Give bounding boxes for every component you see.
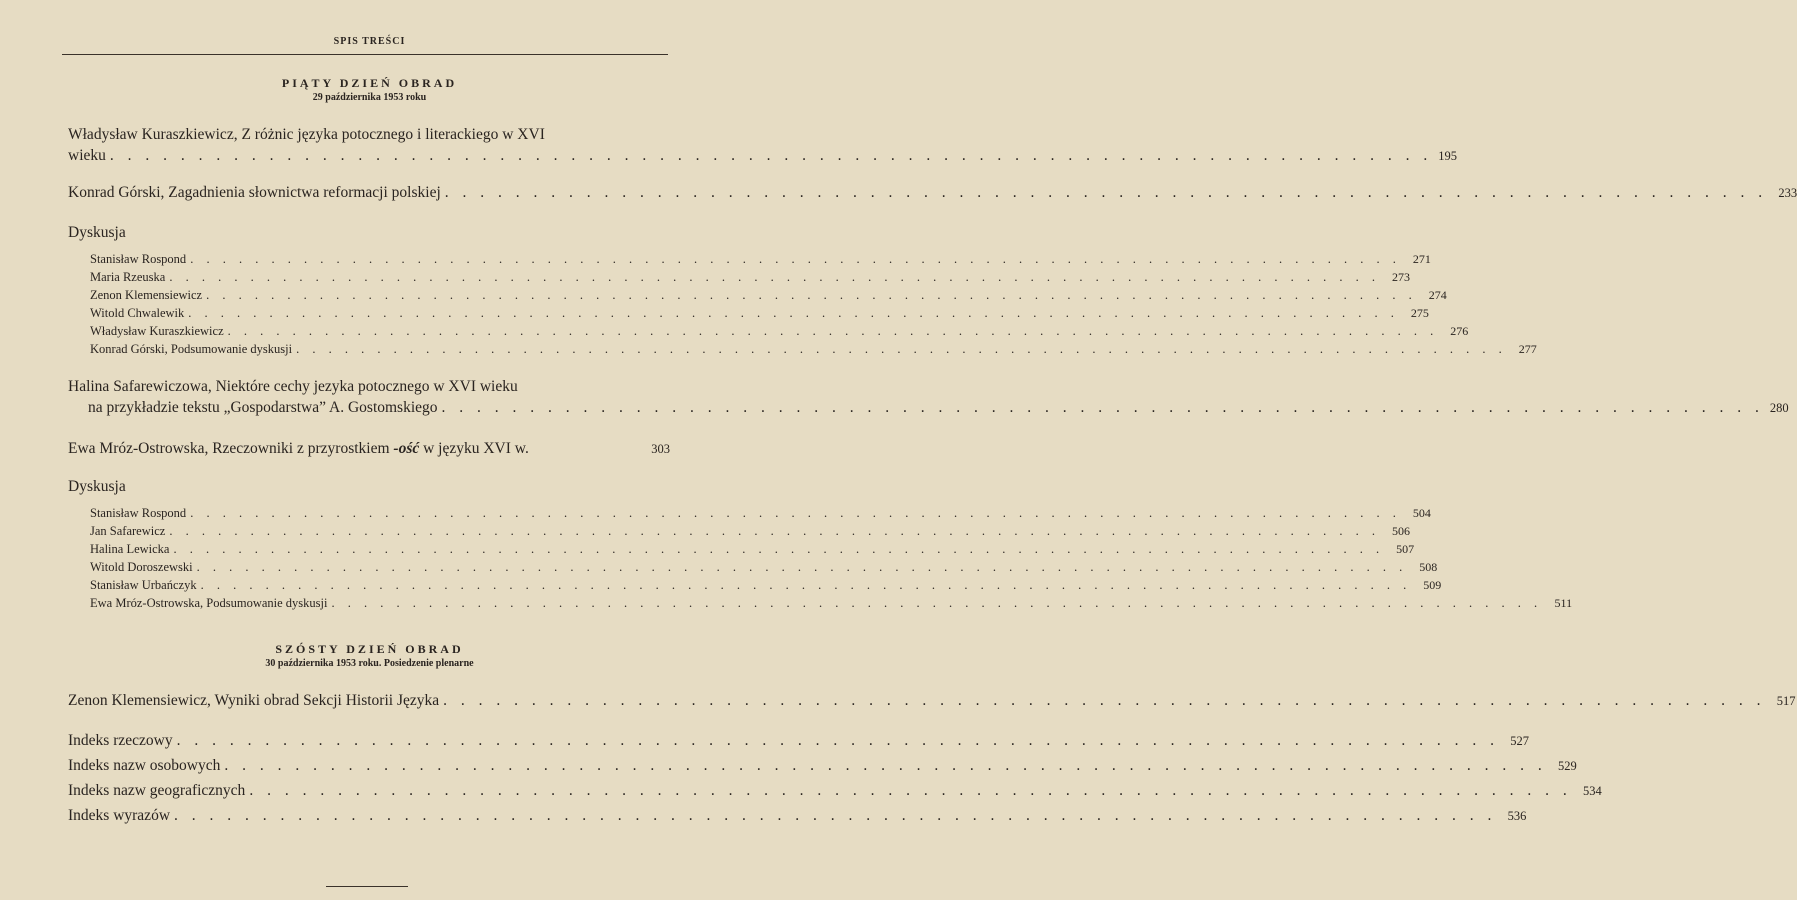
toc-entry-title-line2: na przykładzie tekstu „Gospodarstwa” A. Gostomskiego <box>88 399 438 416</box>
dot-leader: . . . . . . . . . . . . . . . . . . . . . . . . . . . . . . . . . . . . . . . . . . . . . . . . . . . . . . . . . . . . . . . . . . . . . . . . . . . <box>296 342 1507 356</box>
discussion-entry-title: Witold Doroszewski <box>90 560 193 574</box>
discussion-entry-title: Witold Chwalewik <box>90 306 185 320</box>
dot-leader: . . . . . . . . . . . . . . . . . . . . . . . . . . . . . . . . . . . . . . . . . . . . . . . . . . . . . . . . . . . . . . . . . . . . . . . . . . . <box>249 782 1572 799</box>
discussion-label-1: Dyskusja <box>68 224 126 241</box>
toc-entry-title: Indeks wyrazów <box>68 807 171 824</box>
discussion-entry[interactable] <box>90 304 1429 322</box>
toc-entry-kuraszkiewicz[interactable] <box>68 124 1458 167</box>
discussion-entry-page: 274 <box>1428 288 1447 302</box>
dot-leader: . . . . . . . . . . . . . . . . . . . . . . . . . . . . . . . . . . . . . . . . . . . . . . . . . . . . . . . . . . . . . . . . . . . . . . . . . . . <box>441 399 1764 416</box>
discussion-entry[interactable] <box>90 594 1573 612</box>
discussion-entry[interactable] <box>90 558 1438 576</box>
discussion-entry-page: 271 <box>1412 252 1431 266</box>
toc-entry-indeks-rzeczowy[interactable] <box>68 730 1529 752</box>
discussion-entry[interactable] <box>90 250 1431 268</box>
discussion-entry[interactable] <box>90 340 1537 358</box>
toc-entry-title: Zenon Klemensiewicz, Wyniki obrad Sekcji Historii Języka <box>68 692 440 709</box>
day5-heading <box>0 76 739 103</box>
discussion-label-2: Dyskusja <box>68 478 126 495</box>
toc-entry-indeks-osobowych[interactable] <box>68 755 1577 777</box>
dot-leader: . . . . . . . . . . . . . . . . . . . . . . . . . . . . . . . . . . . . . . . . . . . . . . . . . . . . . . . . . . . . . . . . . . . . . . . . . . . <box>190 506 1401 520</box>
day5-date: 29 października 1953 roku <box>312 92 427 103</box>
dot-leader: . . . . . . . . . . . . . . . . . . . . . . . . . . . . . . . . . . . . . . . . . . . . . . . . . . . . . . . . . . . . . . . . . . . . . . . . . . . <box>176 732 1499 749</box>
toc-entry-title: Indeks nazw osobowych <box>68 757 221 774</box>
toc-entry-title-part: w języku XVI w. <box>419 440 529 457</box>
discussion-entry[interactable] <box>90 286 1447 304</box>
toc-entry-gorski[interactable] <box>68 182 1797 204</box>
discussion-entry-title: Halina Lewicka <box>90 542 170 556</box>
dot-leader: . . . . . . . . . . . . . . . . . . . . . . . . . . . . . . . . . . . . . . . . . . . . . . . . . . . . . . . . . . . . . . . . . . . . . . . . . . . <box>196 560 1408 574</box>
dot-leader: . . . . . . . . . . . . . . . . . . . . . . . . . . . . . . . . . . . . . . . . . . . . . . . . . . . . . . . . . . . . . . . . . . . . . . . . . . . <box>173 542 1385 556</box>
discussion-entry-title: Stanisław Rospond <box>90 252 187 266</box>
toc-entry-title <box>68 438 529 459</box>
dot-leader: . . . . . . . . . . . . . . . . . . . . . . . . . . . . . . . . . . . . . . . . . . . . . . . . . . . . . . . . . . . . . . . . . . . . . . . . . . . <box>331 596 1543 610</box>
discussion-entry-page: 511 <box>1554 596 1573 610</box>
discussion-entry-title: Władysław Kuraszkiewicz <box>90 324 224 338</box>
header-rule <box>62 54 668 55</box>
toc-entry-page: 233 <box>1778 186 1797 200</box>
toc-entry-safarewiczowa[interactable] <box>68 376 1789 419</box>
dot-leader: . . . . . . . . . . . . . . . . . . . . . . . . . . . . . . . . . . . . . . . . . . . . . . . . . . . . . . . . . . . . . . . . . . . . . . . . . . . <box>190 252 1401 266</box>
toc-entry-indeks-geograficznych[interactable] <box>68 780 1602 802</box>
dot-leader: . . . . . . . . . . . . . . . . . . . . . . . . . . . . . . . . . . . . . . . . . . . . . . . . . . . . . . . . . . . . . . . . . . . . . . . . . . . <box>174 807 1497 824</box>
day5-title: PIĄTY DZIEŃ OBRAD <box>281 76 458 90</box>
toc-entry-page: 280 <box>1769 401 1789 415</box>
toc-entry-page: 527 <box>1510 734 1529 748</box>
discussion-entry[interactable] <box>90 576 1442 594</box>
dot-leader: . . . . . . . . . . . . . . . . . . . . . . . . . . . . . . . . . . . . . . . . . . . . . . . . . . . . . . . . . . . . . . . . . . . . . . . . . . . <box>169 270 1380 284</box>
toc-entry-page: 517 <box>1776 694 1796 708</box>
toc-entry-indeks-wyrazow[interactable] <box>68 805 1527 827</box>
footer-rule <box>326 886 408 887</box>
toc-entry-klemensiewicz[interactable] <box>68 690 1796 712</box>
discussion-entry[interactable] <box>90 268 1410 286</box>
toc-entry-page: 195 <box>1438 149 1458 163</box>
discussion-entry[interactable] <box>90 540 1415 558</box>
dot-leader: . . . . . . . . . . . . . . . . . . . . . . . . . . . . . . . . . . . . . . . . . . . . . . . . . . . . . . . . . . . . . . . . . . . . . . . . . . . <box>224 757 1547 774</box>
discussion-entry-title: Jan Safarewicz <box>90 524 166 538</box>
discussion-entry-title: Zenon Klemensiewicz <box>90 288 203 302</box>
discussion-entry-page: 273 <box>1391 270 1410 284</box>
toc-entry-title: Indeks rzeczowy <box>68 732 173 749</box>
discussion-entry-page: 277 <box>1518 342 1537 356</box>
dot-leader: . . . . . . . . . . . . . . . . . . . . . . . . . . . . . . . . . . . . . . . . . . . . . . . . . . . . . . . . . . . . . . . . . . . . . . . . . . . <box>109 147 1433 164</box>
toc-entry-title-part: Ewa Mróz-Ostrowska, Rzeczowniki z przyrostkiem <box>68 440 394 457</box>
day6-heading <box>0 642 739 669</box>
toc-entry-title-line1: Władysław Kuraszkiewicz, Z różnic języka potocznego i literackiego w XVI <box>68 126 545 143</box>
discussion-entry-page: 275 <box>1410 306 1429 320</box>
toc-entry-page: 534 <box>1582 784 1602 798</box>
discussion-entry-title: Maria Rzeuska <box>90 270 166 284</box>
toc-entry-page: 303 <box>651 442 670 456</box>
discussion-entry[interactable] <box>90 504 1431 522</box>
toc-entry-title: Konrad Górski, Zagadnienia słownictwa reformacji polskiej <box>68 184 441 201</box>
running-head: SPIS TREŚCI <box>333 36 406 47</box>
toc-entry-mroz-ostrowska[interactable] <box>68 438 670 460</box>
toc-entry-title-line2: wieku <box>68 147 106 164</box>
toc-entry-page: 529 <box>1558 759 1577 773</box>
dot-leader: . . . . . . . . . . . . . . . . . . . . . . . . . . . . . . . . . . . . . . . . . . . . . . . . . . . . . . . . . . . . . . . . . . . . . . . . . . . <box>206 288 1417 302</box>
day6-date: 30 października 1953 roku. Posiedzenie plenarne <box>265 658 474 669</box>
dot-leader: . . . . . . . . . . . . . . . . . . . . . . . . . . . . . . . . . . . . . . . . . . . . . . . . . . . . . . . . . . . . . . . . . . . . . . . . . . . <box>443 692 1766 709</box>
discussion-entry-title: Ewa Mróz-Ostrowska, Podsumowanie dyskusji <box>90 596 328 610</box>
discussion-entry-page: 506 <box>1391 524 1410 538</box>
discussion-entry-page: 507 <box>1396 542 1415 556</box>
dot-leader: . . . . . . . . . . . . . . . . . . . . . . . . . . . . . . . . . . . . . . . . . . . . . . . . . . . . . . . . . . . . . . . . . . . . . . . . . . . <box>227 324 1439 338</box>
discussion-entry-page: 508 <box>1419 560 1438 574</box>
discussion-entry-page: 276 <box>1450 324 1469 338</box>
discussion-entry[interactable] <box>90 322 1469 340</box>
toc-entry-page: 536 <box>1507 809 1527 823</box>
discussion-entry-title: Stanisław Rospond <box>90 506 187 520</box>
discussion-entry[interactable] <box>90 522 1410 540</box>
discussion-entry-page: 504 <box>1412 506 1431 520</box>
discussion-entry-title: Konrad Górski, Podsumowanie dyskusji <box>90 342 293 356</box>
toc-entry-title: Indeks nazw geograficznych <box>68 782 246 799</box>
day6-title: SZÓSTY DZIEŃ OBRAD <box>275 642 464 656</box>
dot-leader: . . . . . . . . . . . . . . . . . . . . . . . . . . . . . . . . . . . . . . . . . . . . . . . . . . . . . . . . . . . . . . . . . . . . . . . . . . . <box>188 306 1399 320</box>
dot-leader: . . . . . . . . . . . . . . . . . . . . . . . . . . . . . . . . . . . . . . . . . . . . . . . . . . . . . . . . . . . . . . . . . . . . . . . . . . . <box>444 184 1768 201</box>
dot-leader: . . . . . . . . . . . . . . . . . . . . . . . . . . . . . . . . . . . . . . . . . . . . . . . . . . . . . . . . . . . . . . . . . . . . . . . . . . . <box>169 524 1380 538</box>
discussion-entry-title: Stanisław Urbańczyk <box>90 578 197 592</box>
toc-entry-title-suffix: -ość <box>393 440 420 457</box>
discussion-entry-page: 509 <box>1423 578 1442 592</box>
toc-entry-title-line1: Halina Safarewiczowa, Niektóre cechy jezyka potocznego w XVI wieku <box>68 378 518 395</box>
dot-leader: . . . . . . . . . . . . . . . . . . . . . . . . . . . . . . . . . . . . . . . . . . . . . . . . . . . . . . . . . . . . . . . . . . . . . . . . . . . <box>200 578 1412 592</box>
